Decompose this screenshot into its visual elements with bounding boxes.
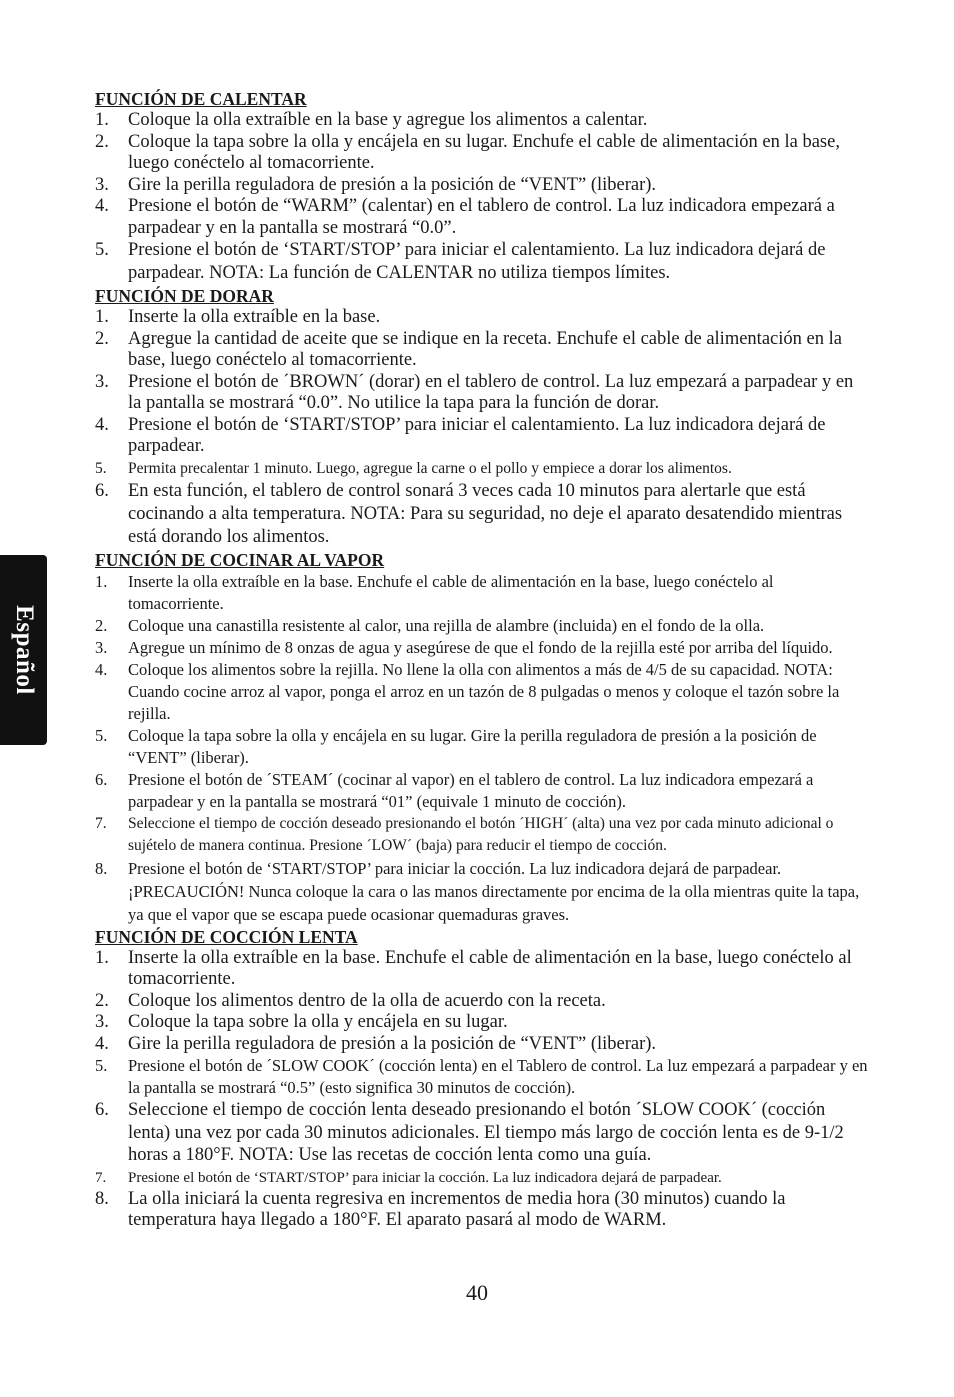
- list-item: [95, 132, 870, 175]
- list-item: [95, 615, 870, 637]
- step-number: 4.: [95, 1033, 109, 1054]
- step-text: Coloque los alimentos sobre la rejilla. No llene la olla con alimentos a más de 4/5 de su capacidad. NOTA: Cuando cocine arroz al vapor, ponga el arroz en un tazón de 8 pulgadas o menos y coloque el tazón sobre la rejilla.: [128, 659, 840, 723]
- list-item: [95, 1055, 870, 1099]
- step-number: 2.: [95, 990, 109, 1011]
- list-item: [95, 637, 870, 659]
- step-text: Permita precalentar 1 minuto. Luego, agregue la carne o el pollo y empiece a dorar los alimentos.: [128, 459, 732, 477]
- list-item: [95, 1034, 870, 1056]
- step-text: Seleccione el tiempo de cocción lenta deseado presionando el botón ´SLOW COOK´ (cocción lenta) una vez por cada 30 minutos adicionales. El tiempo más largo de cocción lenta es de 9-1/2 horas a 180°F. NOTA: Use las recetas de cocción lenta como una guía.: [128, 1100, 844, 1165]
- step-text: Presione el botón de ‘START/STOP’ para iniciar el calentamiento. La luz indicadora dejará de parpadear.: [128, 414, 826, 456]
- list-item: [95, 480, 870, 549]
- step-number: 7.: [95, 1169, 107, 1186]
- step-number: 3.: [95, 371, 109, 392]
- step-text: Presione el botón de ‘START/STOP’ para iniciar el calentamiento. La luz indicadora dejará de parpadear. NOTA: La función de CALENTAR no utiliza tiempos límites.: [128, 240, 826, 283]
- step-number: 4.: [95, 659, 108, 679]
- step-number: 1.: [95, 307, 109, 327]
- step-text: Inserte la olla extraíble en la base. Enchufe el cable de alimentación en la base, luego conéctelo al tomacorriente.: [128, 947, 852, 989]
- step-number: 5.: [95, 725, 108, 745]
- step-text: Gire la perilla reguladora de presión a la posición de “VENT” (liberar).: [128, 174, 657, 195]
- step-text: Coloque los alimentos dentro de la olla de acuerdo con la receta.: [128, 990, 606, 1011]
- step-number: 2.: [95, 328, 109, 349]
- list-item: [95, 571, 870, 615]
- step-number: 6.: [95, 769, 108, 789]
- step-text: Agregue la cantidad de aceite que se indique en la receta. Enchufe el cable de alimentación en la base, luego conéctelo al tomacorriente.: [128, 328, 842, 370]
- language-tab: [0, 555, 47, 745]
- section-title-vapor: FUNCIÓN DE COCINAR AL VAPOR: [95, 549, 385, 570]
- list-item: [95, 659, 870, 725]
- steps-vapor: [95, 571, 870, 926]
- step-text: Presione el botón de ´SLOW COOK´ (cocción lenta) en el Tablero de control. La luz empezará a parpadear y en la pantalla se mostrará “0.5” (esto significa 30 minutos de cocción).: [128, 1056, 868, 1097]
- step-number: 4.: [95, 414, 109, 435]
- list-item: [95, 329, 870, 372]
- list-item: [95, 372, 870, 415]
- list-item: [95, 857, 870, 926]
- list-item: [95, 1167, 870, 1189]
- list-item: [95, 813, 870, 857]
- step-text: Coloque la tapa sobre la olla y encájela en su lugar. Gire la perilla reguladora de presión a la posición de “VENT” (liberar).: [128, 725, 817, 767]
- step-text: Presione el botón de ‘START/STOP’ para iniciar la cocción. La luz indicadora dejará de parpadear. ¡PRECAUCIÓN! Nunca coloque la cara o las manos directamente por encima de la olla mientras quite la tapa, ya que el vapor que se escapa puede ocasionar quemaduras graves.: [128, 858, 860, 924]
- list-item: [95, 239, 870, 285]
- list-item: [95, 175, 870, 197]
- step-text: La olla iniciará la cuenta regresiva en incrementos de media hora (30 minutos) cuando la temperatura haya llegado a 180°F. El aparato pasará al modo de WARM.: [128, 1188, 786, 1230]
- step-number: 5.: [95, 1056, 108, 1075]
- list-item: [95, 725, 870, 769]
- step-text: Coloque la tapa sobre la olla y encájela en su lugar.: [128, 1012, 508, 1032]
- step-text: Inserte la olla extraíble en la base.: [128, 307, 381, 327]
- step-number: 5.: [95, 240, 109, 260]
- step-text: Agregue un mínimo de 8 onzas de agua y asegúrese de que el fondo de la rejilla esté por arriba del líquido.: [128, 637, 833, 657]
- step-text: Seleccione el tiempo de cocción deseado presionando el botón ´HIGH´ (alta) una vez por cada minuto adicional o sujételo de manera continua. Presione ´LOW´ (baja) para reducir el tiempo de cocción.: [128, 814, 834, 854]
- steps-dorar: [95, 307, 870, 549]
- page-number: 40: [466, 1280, 488, 1305]
- step-number: 6.: [95, 1100, 109, 1120]
- step-number: 3.: [95, 174, 109, 195]
- step-text: Gire la perilla reguladora de presión a la posición de “VENT” (liberar).: [128, 1033, 657, 1054]
- list-item: [95, 1099, 870, 1167]
- step-number: 2.: [95, 615, 108, 635]
- instructions-content: [95, 88, 870, 1232]
- section-title-dorar: FUNCIÓN DE DORAR: [95, 286, 274, 306]
- list-item: [95, 458, 870, 480]
- steps-coccion-lenta: [95, 948, 870, 1232]
- list-item: [95, 415, 870, 458]
- step-number: 2.: [95, 131, 109, 152]
- step-number: 1.: [95, 571, 108, 591]
- step-number: 3.: [95, 637, 108, 657]
- step-text: Presione el botón de ´BROWN´ (dorar) en el tablero de control. La luz empezará a parpadear y en la pantalla se mostrará “0.0”. No utilice la tapa para la función de dorar.: [128, 371, 854, 413]
- step-text: Coloque la tapa sobre la olla y encájela en su lugar. Enchufe el cable de alimentación en la base, luego conéctelo al tomacorriente.: [128, 131, 840, 173]
- step-text: Presione el botón de ‘START/STOP’ para iniciar la cocción. La luz indicadora dejará de parpadear.: [128, 1169, 722, 1186]
- step-number: 6.: [95, 480, 109, 501]
- step-number: 1.: [95, 110, 109, 130]
- steps-calentar: [95, 110, 870, 285]
- list-item: [95, 307, 870, 329]
- step-text: Coloque una canastilla resistente al calor, una rejilla de alambre (incluida) en el fondo de la olla.: [128, 615, 765, 635]
- list-item: [95, 110, 870, 132]
- step-number: 3.: [95, 1012, 109, 1032]
- section-title-coccion-lenta: FUNCIÓN DE COCCIÓN LENTA: [95, 926, 358, 947]
- list-item: [95, 769, 870, 813]
- step-number: 8.: [95, 1188, 109, 1209]
- list-item: [95, 196, 870, 239]
- step-text: Inserte la olla extraíble en la base. Enchufe el cable de alimentación en la base, luego conéctelo al tomacorriente.: [128, 571, 774, 613]
- step-number: 7.: [95, 814, 107, 832]
- step-number: 5.: [95, 459, 107, 477]
- list-item: [95, 1012, 870, 1034]
- section-title-calentar: FUNCIÓN DE CALENTAR: [95, 89, 307, 109]
- step-number: 1.: [95, 947, 109, 968]
- list-item: [95, 1189, 870, 1232]
- step-text: Presione el botón de “WARM” (calentar) en el tablero de control. La luz indicadora empezará a parpadear y en la pantalla se mostrará “0.0”.: [128, 196, 835, 238]
- step-number: 8.: [95, 858, 108, 878]
- step-text: Coloque la olla extraíble en la base y agregue los alimentos a calentar.: [128, 110, 648, 130]
- step-text: Presione el botón de ´STEAM´ (cocinar al vapor) en el tablero de control. La luz indicadora empezará a parpadear y en la pantalla se mostrará “01” (equivale 1 minuto de cocción).: [128, 769, 814, 811]
- step-number: 4.: [95, 196, 109, 216]
- language-tab-label: Español: [10, 605, 38, 695]
- step-text: En esta función, el tablero de control sonará 3 veces cada 10 minutos para alertarle que está cocinando a alta temperatura. NOTA: Para su seguridad, no deje el aparato desatendido mientras está dorando los alimentos.: [128, 480, 843, 547]
- list-item: [95, 948, 870, 991]
- list-item: [95, 991, 870, 1013]
